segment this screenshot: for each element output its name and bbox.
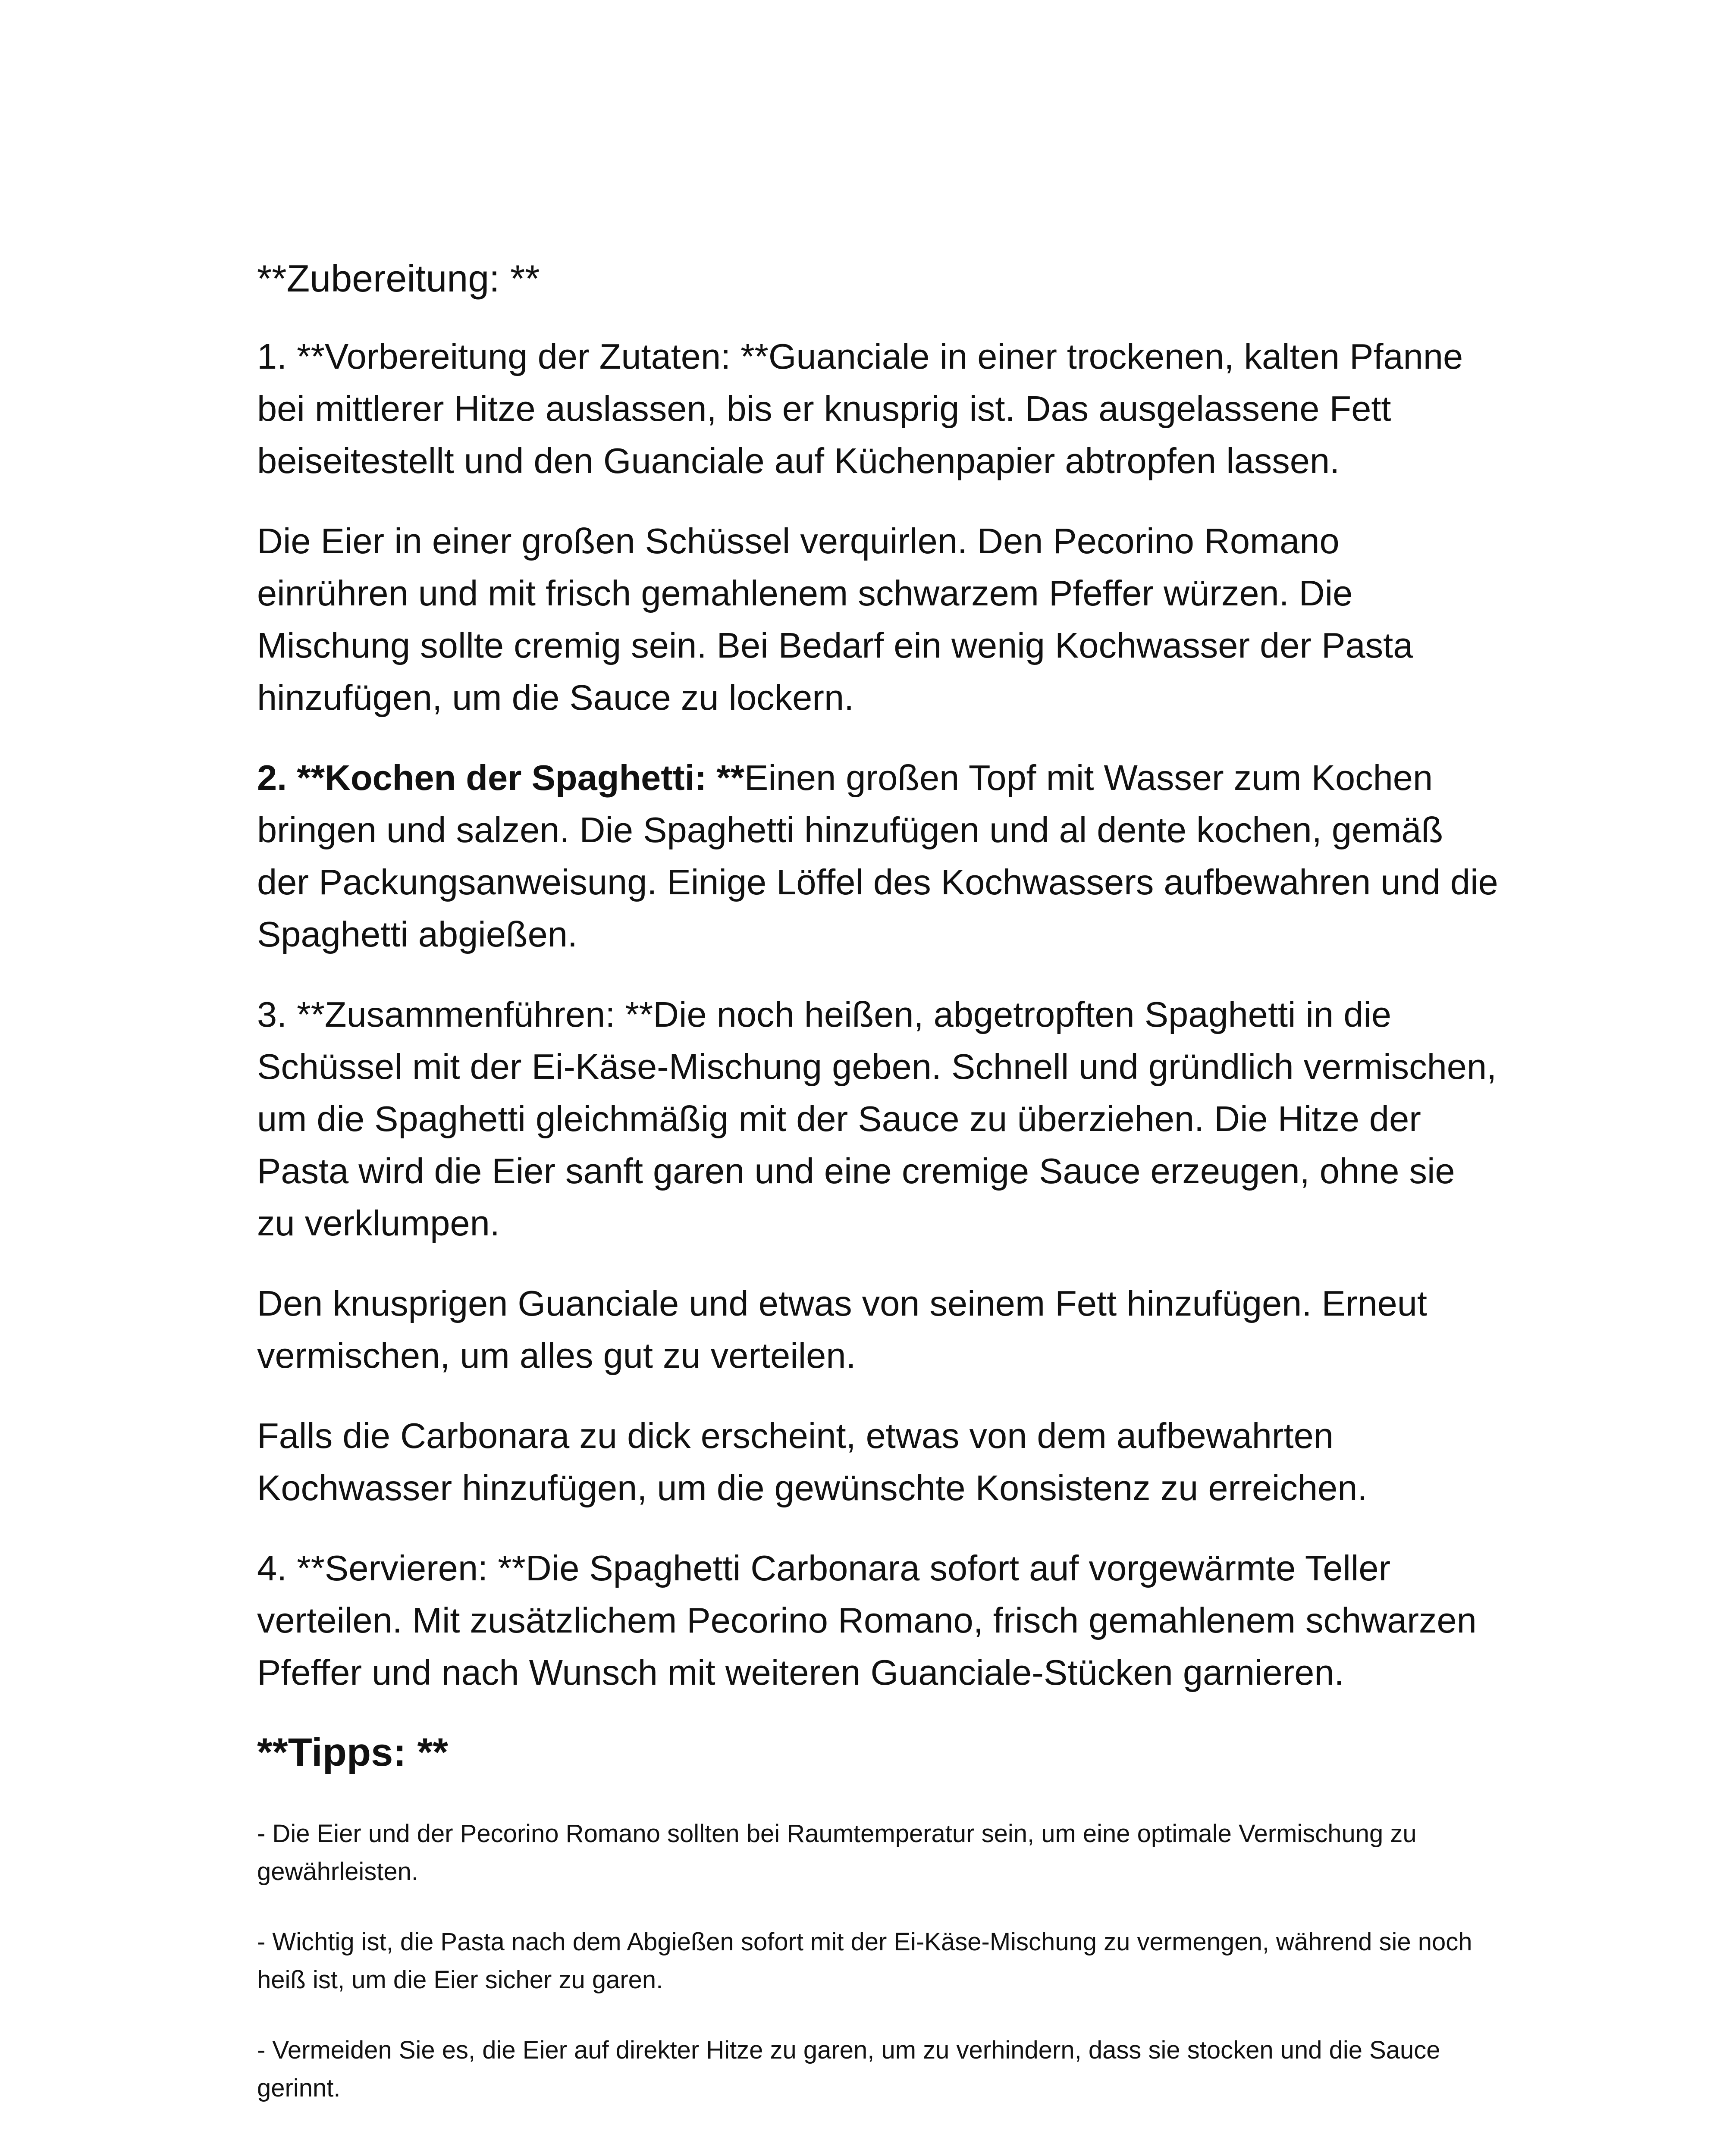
step-2-text: Einen großen Topf mit Wasser zum Kochen bringen und salzen. Die Spaghetti hinzufügen und al dente kochen, gemäß der Packungsanweisung. Einige Löffel des Kochwassers aufbewahren und die Spaghetti abgießen. [257, 758, 1498, 954]
eggs-paragraph: Die Eier in einer großen Schüssel verquirlen. Den Pecorino Romano einrühren und mit frisch gemahlenem schwarzem Pfeffer würzen. Die Mischung sollte cremig sein. Bei Bedarf ein wenig Kochwasser der Pasta hinzufügen, um die Sauce zu lockern. [257, 521, 1413, 718]
page-content [257, 253, 1499, 2140]
step-3-paragraph: 3. **Zusammenführen: **Die noch heißen, abgetropften Spaghetti in die Schüssel mit der Ei-Käse-Mischung geben. Schnell und gründlich vermischen, um die Spaghetti gleichmäßig mit der Sauce zu überziehen. Die Hitze der Pasta wird die Eier sanft garen und eine cremige Sauce erzeugen, ohne sie zu verklumpen. [257, 994, 1497, 1243]
tip-item: - Wichtig ist, die Pasta nach dem Abgießen sofort mit der Ei-Käse-Mischung zu vermengen, während sie noch heiß ist, um die Eier sicher zu garen. [257, 1928, 1472, 1994]
step-2-label: 2. **Kochen der Spaghetti: ** [257, 758, 744, 798]
tips-heading: **Tipps: ** [257, 1730, 449, 1774]
section-heading: **Zubereitung: ** [257, 257, 540, 300]
step-4-paragraph: 4. **Servieren: **Die Spaghetti Carbonara sofort auf vorgewärmte Teller verteilen. Mit zusätzlichem Pecorino Romano, frisch gemahlenem schwarzen Pfeffer und nach Wunsch mit weiteren Guanciale-Stücken garnieren. [257, 1548, 1477, 1692]
step-1-paragraph: 1. **Vorbereitung der Zutaten: **Guanciale in einer trockenen, kalten Pfanne bei mittlerer Hitze auslassen, bis er knusprig ist. Das ausgelassene Fett beiseitestellt und den Guanciale auf Küchenpapier abtropfen lassen. [257, 336, 1463, 481]
tip-item: - Vermeiden Sie es, die Eier auf direkter Hitze zu garen, um zu verhindern, dass sie stocken und die Sauce gerinnt. [257, 2036, 1440, 2102]
guanciale-paragraph: Den knusprigen Guanciale und etwas von seinem Fett hinzufügen. Erneut vermischen, um alles gut zu verteilen. [257, 1283, 1427, 1376]
tip-item: - Die Eier und der Pecorino Romano sollten bei Raumtemperatur sein, um eine optimale Vermischung zu gewährleisten. [257, 1820, 1417, 1886]
step-2-paragraph [257, 752, 1499, 960]
thickness-paragraph: Falls die Carbonara zu dick erscheint, etwas von dem aufbewahrten Kochwasser hinzufügen, um die gewünschte Konsistenz zu erreichen. [257, 1416, 1368, 1508]
